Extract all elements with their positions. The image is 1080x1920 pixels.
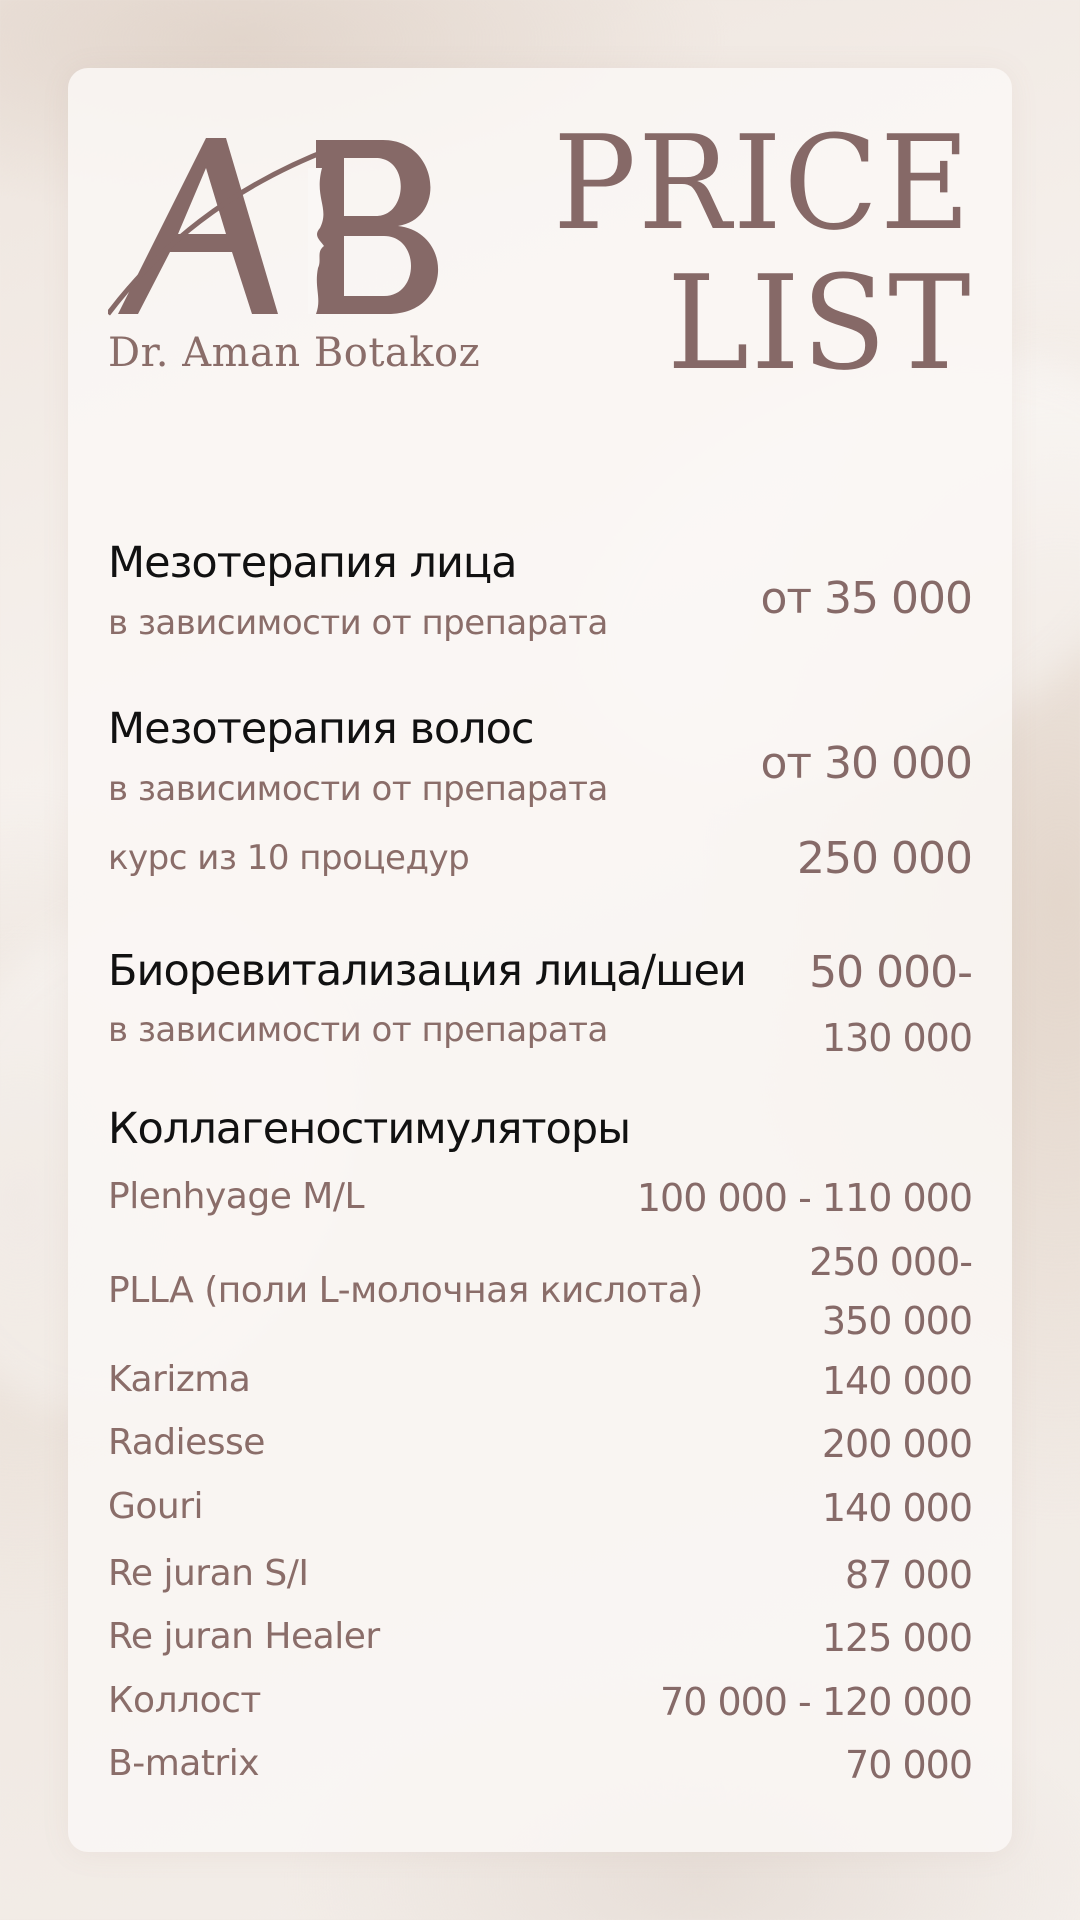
section-note: в зависимости от препарата: [108, 769, 608, 809]
list-item-price: 100 000 - 110 000: [636, 1176, 972, 1220]
logo-mark: [108, 128, 458, 328]
price-value: 130 000: [821, 1016, 972, 1060]
brand-logo: [108, 128, 458, 328]
section-title: Мезотерапия лица: [108, 538, 517, 588]
list-item-name: Gouri: [108, 1486, 204, 1527]
list-item-name: Plenhyage M/L: [108, 1176, 365, 1217]
list-item-price: 250 000-: [809, 1240, 972, 1284]
list-item-price: 87 000: [845, 1553, 972, 1597]
price-value: от 30 000: [760, 738, 972, 789]
list-item-price: 125 000: [821, 1616, 972, 1660]
section-title: Мезотерапия волос: [108, 704, 534, 754]
title-price: PRICE: [552, 107, 972, 259]
section-note: в зависимости от препарата: [108, 1010, 608, 1050]
list-item-name: Коллост: [108, 1680, 261, 1721]
list-item-price: 350 000: [821, 1299, 972, 1343]
section-title: Биоревитализация лица/шеи: [108, 946, 746, 996]
list-item-price: 200 000: [821, 1422, 972, 1466]
list-item-price: 140 000: [821, 1359, 972, 1403]
section-title: Коллагеностимуляторы: [108, 1104, 631, 1154]
list-item-name: B-matrix: [108, 1743, 260, 1784]
price-value: от 35 000: [760, 573, 972, 624]
price-value: 50 000-: [809, 947, 972, 998]
list-item-name: Radiesse: [108, 1422, 265, 1463]
course-price: 250 000: [797, 833, 972, 884]
list-item-price: 140 000: [821, 1486, 972, 1530]
list-item-name: Re juran Healer: [108, 1616, 380, 1657]
section-note: в зависимости от препарата: [108, 603, 608, 643]
course-label: курс из 10 процедур: [108, 838, 470, 878]
list-item-price: 70 000: [845, 1743, 972, 1787]
logo-subtitle: Dr. Aman Botakoz: [108, 330, 481, 376]
list-item-name: PLLA (поли L-молочная кислота): [108, 1270, 703, 1311]
list-item-price: 70 000 - 120 000: [660, 1680, 972, 1724]
list-item-name: Karizma: [108, 1359, 251, 1400]
title-list: LIST: [666, 247, 972, 399]
list-item-name: Re juran S/I: [108, 1553, 309, 1594]
